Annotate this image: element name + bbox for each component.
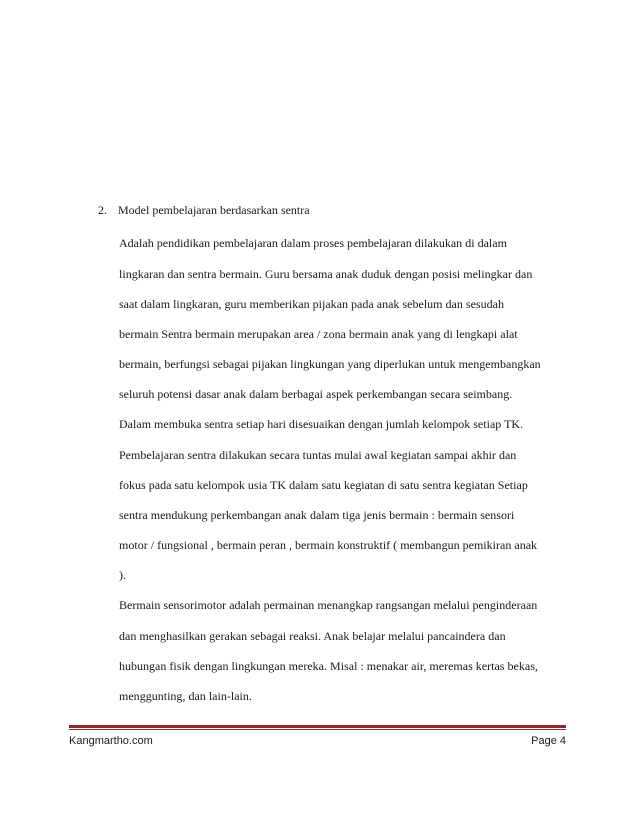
text-line: motor / fungsional , bermain peran , bermain konstruktif ( membangun pemikiran anak <box>119 538 538 552</box>
text-line: sentra mendukung perkembangan anak dalam tiga jenis bermain : bermain sensori <box>119 508 515 522</box>
section-heading <box>98 203 310 218</box>
section-title: Model pembelajaran berdasarkan sentra <box>118 203 310 217</box>
list-number: 2. <box>98 203 107 217</box>
text-line: Dalam membuka sentra setiap hari disesuaikan dengan jumlah kelompok setiap TK. <box>119 417 524 431</box>
text-line: Adalah pendidikan pembelajaran dalam proses pembelajaran dilakukan di dalam <box>119 236 507 250</box>
text-line: ). <box>119 568 127 582</box>
footer-page-number: Page 4 <box>531 735 566 747</box>
text-line: lingkaran dan sentra bermain. Guru bersama anak duduk dengan posisi melingkar dan <box>119 267 533 281</box>
text-line: Bermain sensorimotor adalah permainan menangkap rangsangan melalui penginderaan <box>119 598 538 612</box>
text-line: seluruh potensi dasar anak dalam berbagai aspek perkembangan secara seimbang. <box>119 387 513 401</box>
text-line: hubungan fisik dengan lingkungan mereka. Misal : menakar air, meremas kertas bekas, <box>119 659 538 673</box>
footer-divider <box>69 725 566 728</box>
text-line: Pembelajaran sentra dilakukan secara tuntas mulai awal kegiatan sampai akhir dan <box>119 448 517 462</box>
footer-site: Kangmartho.com <box>69 735 153 747</box>
text-line: bermain Sentra bermain merupakan area / zona bermain anak yang di lengkapi alat <box>119 327 518 341</box>
text-line: menggunting, dan lain-lain. <box>119 689 252 703</box>
text-line: saat dalam lingkaran, guru memberikan pijakan pada anak sebelum dan sesudah <box>119 297 504 311</box>
text-line: bermain, berfungsi sebagai pijakan lingkungan yang diperlukan untuk mengembangkan <box>119 357 541 371</box>
footer-divider-thin <box>69 729 566 730</box>
text-line: fokus pada satu kelompok usia TK dalam satu kegiatan di satu sentra kegiatan Setiap <box>119 478 528 492</box>
text-line: dan menghasilkan gerakan sebagai reaksi. Anak belajar melalui pancaindera dan <box>119 629 506 643</box>
